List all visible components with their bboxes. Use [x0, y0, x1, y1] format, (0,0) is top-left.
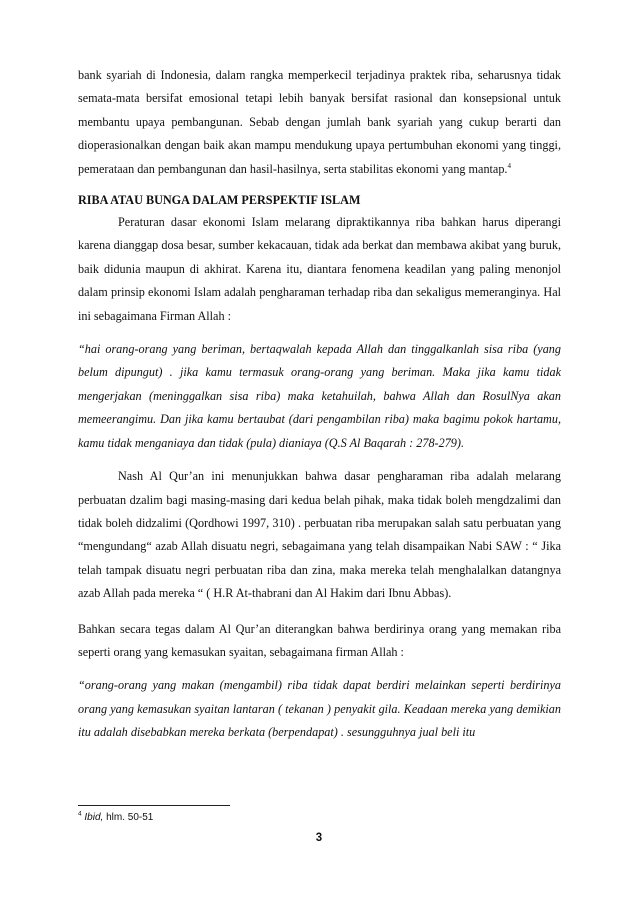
footnote-pages: hlm. 50-51 — [103, 812, 154, 823]
page-body — [78, 64, 561, 745]
quran-quote-al-baqarah: “hai orang-orang yang beriman, bertaqwalah kepada Allah dan tinggalkanlah sisa riba (yang belum dipungut) . jika kamu termasuk orang-orang yang beriman. Maka jika kamu tidak mengerjakan (meninggalkan sisa riba) maka ketahuilah, bahwa Allah dan RosulNya akan memeerangimu. Dan jika kamu bertaubat (dari pengambilan riba) maka bagimu pokok hartamu, kamu tidak menganiaya dan tidak (pula) dianiaya (Q.S Al Baqarah : 278-279). — [78, 342, 561, 450]
paragraph-bank-syariah — [78, 64, 561, 181]
footnote — [78, 812, 153, 823]
quran-quote-riba: “orang-orang yang makan (mengambil) riba tidak dapat berdiri melainkan seperti berdirinya orang yang kemasukan syaitan lantaran ( tekanan ) penyakit gila. Keadaan mereka yang demikian itu adalah disebabkan mereka berkata (berpendapat) . sesungguhnya jual beli itu — [78, 678, 561, 740]
paragraph-text: bank syariah di Indonesia, dalam rangka memperkecil terjadinya praktek riba, seharusnya tidak semata-mata bersifat emosional tetapi lebih banyak bersifat rasional dan konsepsional untuk membantu upaya pembangunan. Sebab dengan jumlah bank syariah yang cukup berarti dan dioperasionalkan dengan baik akan mampu mendukung upaya pertumbuhan ekonomi yang tinggi, pemerataan dan pembangunan dan hasil-hasilnya, serta stabilitas ekonomi yang mantap. — [78, 68, 561, 176]
paragraph-peraturan-dasar: Peraturan dasar ekonomi Islam melarang dipraktikannya riba bahkan harus diperangi karena dianggap dosa besar, sumber kekacauan, tidak ada berkat dan membawa akibat yang buruk, baik didunia maupun di akhirat. Karena itu, diantara fenomena keadilan yang paling menonjol dalam prinsip ekonomi Islam adalah pengharaman terhadap riba dan sekaligus memeranginya. Hal ini sebagaimana Firman Allah : — [78, 215, 561, 323]
footnote-source: Ibid, — [84, 812, 104, 823]
section-heading: RIBA ATAU BUNGA DALAM PERSPEKTIF ISLAM — [78, 193, 361, 208]
footnote-divider — [78, 805, 230, 806]
page-number: 3 — [315, 832, 323, 844]
footnote-number: 4 — [78, 810, 82, 818]
paragraph-bahkan-secara-tegas: Bahkan secara tegas dalam Al Qur’an diterangkan bahwa berdirinya orang yang memakan riba seperti orang yang kemasukan syaitan, sebagaimana firman Allah : — [78, 621, 561, 659]
paragraph-nash-al-quran: Nash Al Qur’an ini menunjukkan bahwa dasar pengharaman riba adalah melarang perbuatan dzalim bagi masing-masing dari kedua belah pihak, maka tidak boleh mengdzalimi dan tidak boleh didzalimi (Qordhowi 1997, 310) . perbuatan riba merupakan salah satu perbuatan yang “mengundang“ azab Allah disuatu negri, sebagaimana yang telah disampaikan Nabi SAW : “ Jika telah tampak disuatu negri perbuatan riba dan zina, maka mereka telah menghalalkan datangnya azab Allah pada mereka “ ( H.R At-thabrani dan Al Hakim dari Ibnu Abbas). — [78, 469, 561, 601]
footnote-reference: 4 — [507, 161, 511, 170]
